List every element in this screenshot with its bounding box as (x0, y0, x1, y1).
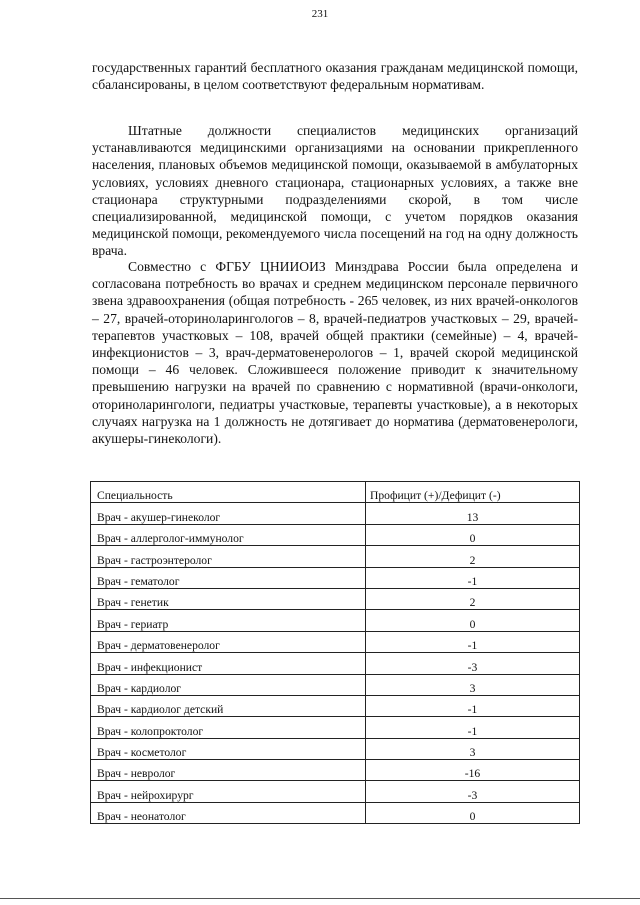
header-specialty: Специальность (91, 482, 366, 503)
value-cell: -3 (366, 653, 580, 674)
value-cell: -3 (366, 781, 580, 802)
specialty-cell: Врач - акушер-гинеколог (91, 503, 366, 524)
specialty-cell: Врач - кардиолог детский (91, 695, 366, 716)
value-cell: 0 (366, 802, 580, 823)
table-row (91, 567, 580, 588)
value-cell: 13 (366, 503, 580, 524)
specialty-cell: Врач - гастроэнтеролог (91, 546, 366, 567)
specialty-cell: Врач - гериатр (91, 610, 366, 631)
value-cell: 3 (366, 674, 580, 695)
table-row (91, 588, 580, 609)
specialty-cell: Врач - колопроктолог (91, 717, 366, 738)
table-row (91, 738, 580, 759)
paragraph-1: государственных гарантий бесплатного оказания гражданам медицинской помощи, сбалансированы, в целом соответствуют федеральным нормативам. (92, 60, 578, 93)
table-row (91, 717, 580, 738)
table-row (91, 695, 580, 716)
page-bottom-rule (0, 898, 640, 899)
value-cell: -1 (366, 695, 580, 716)
value-cell: 0 (366, 610, 580, 631)
specialty-cell: Врач - кардиолог (91, 674, 366, 695)
table-row (91, 781, 580, 802)
value-cell: 2 (366, 546, 580, 567)
table-row (91, 524, 580, 545)
value-cell: 0 (366, 524, 580, 545)
value-cell: 3 (366, 738, 580, 759)
specialty-cell: Врач - аллерголог-иммунолог (91, 524, 366, 545)
table-row (91, 653, 580, 674)
specialty-cell: Врач - инфекционист (91, 653, 366, 674)
paragraph-2: Штатные должности специалистов медицинских организаций устанавливаются медицинскими организациями на основании прикрепленного населения, плановых объемов медицинской помощи, оказываемой в амбулаторных условиях, условиях дневного стационара, стационарных условиях, а также вне стационара структурными подразделениями скорой, в том числе специализированной, медицинской помощи, с учетом порядков оказания медицинской помощи, рекомендуемого числа посещений на год на одну должность врача. (92, 123, 578, 259)
specialty-cell: Врач - нейрохирург (91, 781, 366, 802)
page-number: 231 (311, 8, 329, 20)
value-cell: -1 (366, 567, 580, 588)
value-cell: -16 (366, 760, 580, 781)
specialty-cell: Врач - гематолог (91, 567, 366, 588)
header-surplus-deficit: Профицит (+)/Дефицит (-) (366, 482, 580, 503)
specialty-cell: Врач - косметолог (91, 738, 366, 759)
specialty-cell: Врач - неонатолог (91, 802, 366, 823)
specialty-cell: Врач - генетик (91, 588, 366, 609)
table-row (91, 610, 580, 631)
value-cell: 2 (366, 588, 580, 609)
table-row (91, 802, 580, 823)
specialty-cell: Врач - невролог (91, 760, 366, 781)
table-row (91, 631, 580, 652)
table-row (91, 760, 580, 781)
table-header-row (91, 482, 580, 503)
table-row (91, 674, 580, 695)
paragraph-3: Совместно с ФГБУ ЦНИИОИЗ Минздрава России была определена и согласована потребность во врачах и среднем медицинском персонале первичного звена здравоохранения (общая потребность - 265 человек, из них врачей-онкологов – 27, врачей-оториноларингологов – 8, врачей-педиатров участковых – 29, врачей-терапевтов участковых – 108, врачей общей практики (семейные) – 4, врачей-инфекционистов – 3, врач-дерматовенерологов – 1, врачей скорой медицинской помощи – 46 человек. Сложившееся положение приводит к значительному превышению нагрузки на врачей по сравнению с нормативной (врачи-онкологи, оториноларингологи, педиатры участковые, терапевты участковые), а в некоторых случаях нагрузка на 1 должность не дотягивает до норматива (дерматовенерологи, акушеры-гинекологи). (92, 259, 578, 447)
staffing-table (90, 481, 580, 824)
specialty-cell: Врач - дерматовенеролог (91, 631, 366, 652)
value-cell: -1 (366, 631, 580, 652)
table-row (91, 503, 580, 524)
table-row (91, 546, 580, 567)
value-cell: -1 (366, 717, 580, 738)
